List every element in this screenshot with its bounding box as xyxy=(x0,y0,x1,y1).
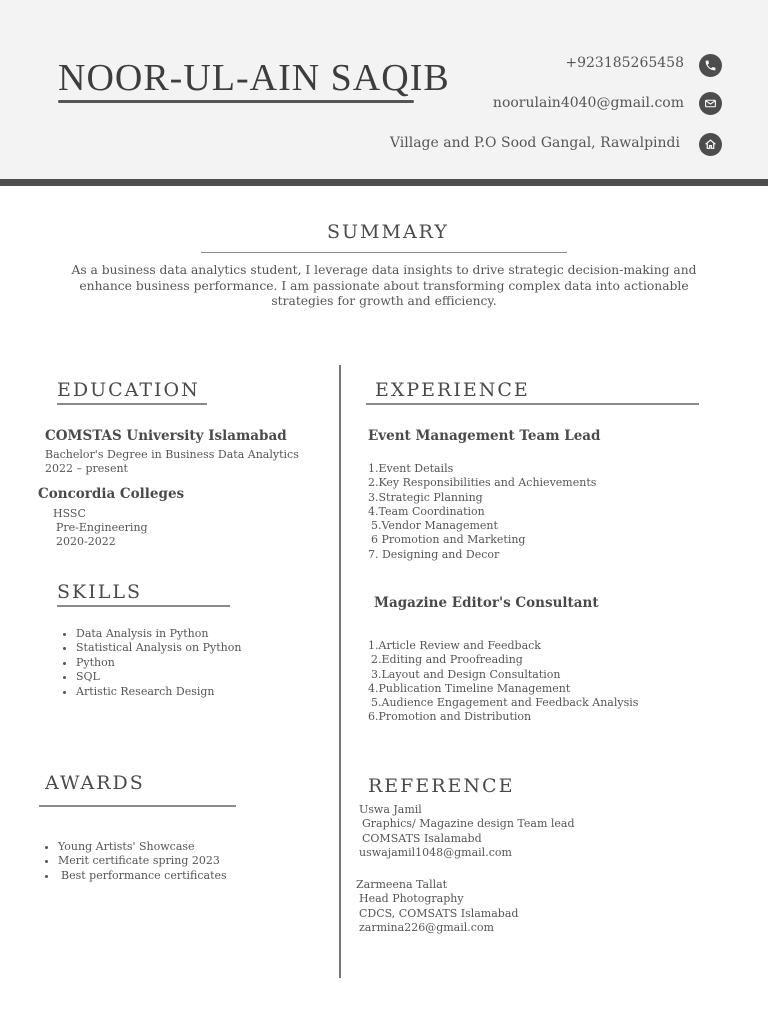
list-item: • Artistic Research Design xyxy=(76,685,241,699)
reference-name: Zarmeena Tallat xyxy=(356,878,448,891)
experience-title: EXPERIENCE xyxy=(375,379,530,401)
list-item: 2.Key Responsibilities and Achievements xyxy=(368,476,597,490)
reference-email[interactable]: zarmina226@gmail.com xyxy=(359,920,494,934)
experience-role-duties xyxy=(368,462,596,562)
email-address[interactable]: noorulain4040@gmail.com xyxy=(492,95,684,111)
list-item: 1.Event Details xyxy=(368,462,454,475)
education-degree: Bachelor's Degree in Business Data Analytics xyxy=(45,448,299,461)
list-item: • Statistical Analysis on Python xyxy=(76,641,241,655)
education-program: Pre-Engineering xyxy=(56,521,148,534)
reference-email[interactable]: uswajamil1048@gmail.com xyxy=(359,845,512,859)
list-item: 6 Promotion and Marketing xyxy=(371,533,526,547)
experience-role-title: Event Management Team Lead xyxy=(368,428,601,444)
reference-entry xyxy=(359,803,575,860)
reference-name: Uswa Jamil xyxy=(359,803,422,816)
reference-entry xyxy=(356,878,518,935)
home-icon xyxy=(699,133,722,156)
skills-title: SKILLS xyxy=(57,581,142,603)
education-rule xyxy=(57,403,207,405)
list-item: 1.Article Review and Feedback xyxy=(368,639,541,652)
phone-icon xyxy=(699,54,722,77)
list-item: 3.Strategic Planning xyxy=(368,490,483,504)
list-item: • SQL xyxy=(76,670,241,684)
list-item: • Best performance certificates xyxy=(58,869,227,883)
education-institution: Concordia Colleges xyxy=(38,486,185,502)
list-item: 2.Editing and Proofreading xyxy=(371,653,523,667)
phone-number: +923185265458 xyxy=(565,55,684,71)
list-item: • Python xyxy=(76,656,241,670)
reference-title: REFERENCE xyxy=(368,775,515,797)
reference-position: Head Photography xyxy=(359,892,464,906)
education-dates: 2022 – present xyxy=(45,462,128,475)
education-degree: HSSC xyxy=(53,507,86,520)
awards-title: AWARDS xyxy=(45,772,145,794)
name-underline xyxy=(58,100,414,103)
list-item: 5.Vendor Management xyxy=(371,519,498,533)
mail-icon xyxy=(699,92,722,115)
education-dates: 2020-2022 xyxy=(56,535,116,548)
awards-list xyxy=(46,840,227,883)
skills-list xyxy=(64,627,241,699)
header-divider-bar xyxy=(0,179,768,186)
reference-position: Graphics/ Magazine design Team lead xyxy=(362,817,575,831)
list-item: 5.Audience Engagement and Feedback Analysis xyxy=(371,696,639,710)
list-item: 7. Designing and Decor xyxy=(368,547,500,561)
education-institution: COMSTAS University Islamabad xyxy=(45,428,287,444)
summary-title: SUMMARY xyxy=(327,221,449,243)
experience-rule xyxy=(366,403,699,405)
list-item: 3.Layout and Design Consultation xyxy=(371,667,561,681)
list-item: • Data Analysis in Python xyxy=(76,627,241,641)
reference-organization: COMSATS Isalamabd xyxy=(362,831,482,845)
summary-text: As a business data analytics student, I leverage data insights to drive strategic decision-making and enhance business performance. I am passionate about transforming complex data into actionable strategies for growth and efficiency. xyxy=(71,263,697,308)
list-item: 4.Publication Timeline Management xyxy=(368,681,571,695)
list-item: • Young Artists' Showcase xyxy=(58,840,227,854)
list-item: 6.Promotion and Distribution xyxy=(368,710,532,724)
column-divider xyxy=(339,365,341,978)
list-item: 4.Team Coordination xyxy=(368,504,485,518)
reference-organization: CDCS, COMSATS Islamabad xyxy=(359,906,519,920)
experience-role-title: Magazine Editor's Consultant xyxy=(374,595,599,611)
skills-rule xyxy=(57,605,230,607)
candidate-name: NOOR-UL-AIN SAQIB xyxy=(58,57,450,99)
experience-role-duties xyxy=(368,639,638,725)
education-title: EDUCATION xyxy=(57,379,200,401)
summary-rule xyxy=(201,252,567,253)
awards-rule xyxy=(39,805,236,807)
list-item: • Merit certificate spring 2023 xyxy=(58,854,227,868)
home-address: Village and P.O Sood Gangal, Rawalpindi xyxy=(389,135,680,151)
